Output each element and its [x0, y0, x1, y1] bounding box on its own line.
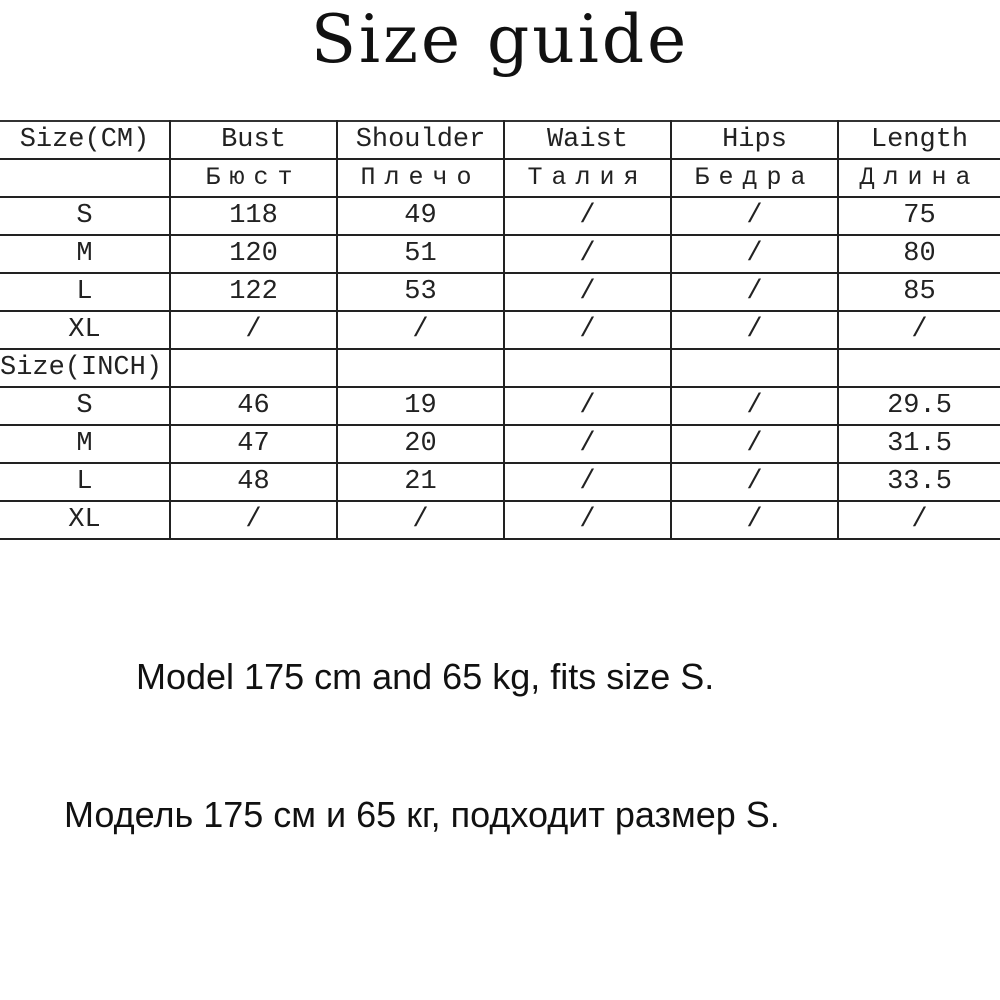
page-title: Size guide	[310, 1, 690, 78]
table-cell: /	[504, 501, 671, 539]
table-cell: /	[838, 311, 1000, 349]
table-cell: Бюст	[170, 159, 337, 197]
table-row	[0, 425, 1000, 463]
inch-section-row	[0, 349, 1000, 387]
table-cell: M	[0, 235, 170, 273]
table-cell: /	[170, 311, 337, 349]
table-cell: /	[504, 273, 671, 311]
header-row	[0, 121, 1000, 159]
table-cell: 122	[170, 273, 337, 311]
table-cell	[671, 349, 838, 387]
table-cell: Size(CM)	[0, 121, 170, 159]
table-cell: /	[671, 311, 838, 349]
table-cell: Waist	[504, 121, 671, 159]
table-cell: /	[671, 235, 838, 273]
table-cell: /	[671, 425, 838, 463]
table-cell: /	[337, 501, 504, 539]
table-cell: Талия	[504, 159, 671, 197]
table-row	[0, 501, 1000, 539]
table-cell: 51	[337, 235, 504, 273]
table-cell: 48	[170, 463, 337, 501]
table-row	[0, 273, 1000, 311]
table-cell: /	[671, 501, 838, 539]
table-cell: /	[671, 463, 838, 501]
table-cell: 53	[337, 273, 504, 311]
table-cell: 21	[337, 463, 504, 501]
table-cell: XL	[0, 311, 170, 349]
table-cell	[504, 349, 671, 387]
table-cell: 49	[337, 197, 504, 235]
table-cell: Плечо	[337, 159, 504, 197]
table-cell: XL	[0, 501, 170, 539]
table-cell: 20	[337, 425, 504, 463]
table-cell: /	[838, 501, 1000, 539]
table-row	[0, 197, 1000, 235]
table-cell	[337, 349, 504, 387]
table-cell	[170, 349, 337, 387]
table-cell: 47	[170, 425, 337, 463]
table-cell: L	[0, 273, 170, 311]
table-cell: /	[504, 463, 671, 501]
model-note-en: Model 175 cm and 65 kg, fits size S.	[136, 656, 715, 697]
model-note-ru: Модель 175 см и 65 кг, подходит размер S.	[64, 794, 780, 835]
header-row-ru	[0, 159, 1000, 197]
table-cell: 19	[337, 387, 504, 425]
table-cell: S	[0, 197, 170, 235]
table-cell: 80	[838, 235, 1000, 273]
table-cell: /	[504, 425, 671, 463]
table-cell	[838, 349, 1000, 387]
table-cell: Hips	[671, 121, 838, 159]
table-cell: S	[0, 387, 170, 425]
size-table	[0, 120, 1000, 540]
table-cell: /	[504, 197, 671, 235]
table-cell: 85	[838, 273, 1000, 311]
table-cell: 31.5	[838, 425, 1000, 463]
table-cell: /	[504, 235, 671, 273]
table-cell: 29.5	[838, 387, 1000, 425]
table-row	[0, 235, 1000, 273]
table-row	[0, 463, 1000, 501]
table-cell: /	[671, 273, 838, 311]
table-cell: /	[504, 387, 671, 425]
table-cell: 120	[170, 235, 337, 273]
table-cell: Бедра	[671, 159, 838, 197]
table-cell: M	[0, 425, 170, 463]
table-cell: /	[504, 311, 671, 349]
table-row	[0, 311, 1000, 349]
table-cell: Length	[838, 121, 1000, 159]
table-cell: 118	[170, 197, 337, 235]
table-cell: L	[0, 463, 170, 501]
table-cell: Shoulder	[337, 121, 504, 159]
table-cell: Bust	[170, 121, 337, 159]
table-cell: /	[337, 311, 504, 349]
table-cell: /	[671, 387, 838, 425]
table-cell: 75	[838, 197, 1000, 235]
table-cell: /	[170, 501, 337, 539]
table-cell: 33.5	[838, 463, 1000, 501]
table-cell: /	[671, 197, 838, 235]
table-row	[0, 387, 1000, 425]
table-cell: Длина	[838, 159, 1000, 197]
table-cell: Size(INCH)	[0, 349, 170, 387]
table-cell: 46	[170, 387, 337, 425]
table-cell	[0, 159, 170, 197]
